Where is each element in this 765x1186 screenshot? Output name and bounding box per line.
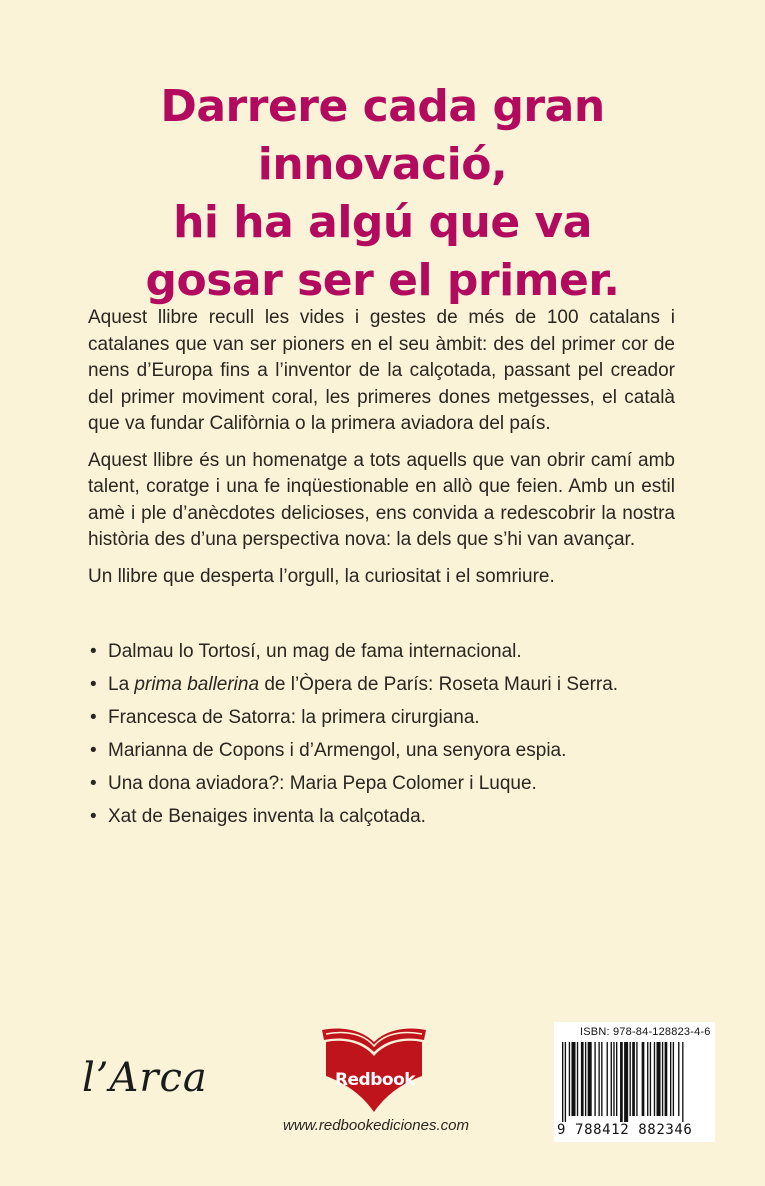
publisher-website: www.redbookediciones.com <box>283 1117 469 1134</box>
barcode-bar <box>630 1042 631 1116</box>
barcode-bar <box>657 1042 661 1116</box>
barcode-digits: 9 788412 882346 <box>557 1122 693 1138</box>
list-item <box>88 640 688 664</box>
barcode-bar <box>620 1042 623 1122</box>
barcode-bar <box>662 1042 663 1116</box>
barcode-bar <box>594 1042 595 1116</box>
barcode-bar <box>565 1042 566 1122</box>
barcode-bar <box>632 1042 635 1116</box>
headline-line: hi ha algú que va <box>173 197 592 248</box>
redbook-book-icon <box>318 1020 430 1115</box>
blurb <box>88 305 675 600</box>
bullet-marker: • <box>90 674 97 695</box>
list-item-text: Marianna de Copons i d’Armengol, una senyora espia. <box>108 740 567 761</box>
barcode-bar <box>616 1042 617 1116</box>
headline-line: gosar ser el primer. <box>145 255 620 306</box>
barcode-bar <box>613 1042 614 1116</box>
barcode-bar <box>562 1042 563 1122</box>
barcode-bar <box>654 1042 655 1116</box>
highlights-list <box>88 640 688 838</box>
list-item <box>88 772 688 796</box>
bullet-marker: • <box>90 641 97 662</box>
barcode-bar <box>636 1042 637 1116</box>
list-item-italic: prima ballerina <box>134 674 260 695</box>
barcode-bar <box>647 1042 648 1116</box>
barcode-bar <box>611 1042 612 1116</box>
list-item <box>88 805 688 829</box>
blurb-paragraph: Aquest llibre és un homenatge a tots aquells que van obrir camí amb talent, coratge i una fe inqüestionable en allò que feien. Amb un estil amè i ple d’anècdotes delicioses, ens convida a redescobrir la nostra història des d’una perspectiva nova: la dels que s’hi van avançar. <box>88 449 675 550</box>
barcode-bar <box>601 1042 602 1116</box>
redbook-logo-text: Redbook <box>334 1070 416 1090</box>
larca-logo: l’Arca <box>82 1055 208 1101</box>
barcode-bar <box>577 1042 578 1116</box>
headline <box>0 78 765 310</box>
barcode-bar <box>569 1042 570 1116</box>
barcode-bar <box>682 1042 683 1122</box>
blurb-paragraph: Aquest llibre recull les vides i gestes de més de 100 catalans i catalanes que van ser pioners en el seu àmbit: des del primer cor de nens d’Europa fins a l’inventor de la calçotada, passant pel creador del primer moviment coral, les primeres dones metgesses, el català que va fundar Califòrnia o la primera aviadora del país. <box>88 307 675 434</box>
barcode-bar <box>607 1042 608 1116</box>
bullet-marker: • <box>90 740 97 761</box>
barcode-bar <box>581 1042 584 1116</box>
list-item-text: La <box>108 674 135 695</box>
list-item <box>88 673 688 697</box>
bullet-marker: • <box>90 773 97 794</box>
barcode-bar <box>571 1042 575 1116</box>
list-item-text: de l’Òpera de París: Roseta Mauri i Serra. <box>259 674 619 695</box>
blurb-paragraph: Un llibre que desperta l’orgull, la curiositat i el somriure. <box>88 565 555 587</box>
barcode-bar <box>585 1042 586 1116</box>
list-item-text: Una dona aviadora?: Maria Pepa Colomer i Luque. <box>108 773 537 794</box>
list-item <box>88 706 688 730</box>
barcode-bar <box>624 1042 628 1122</box>
headline-line: Darrere cada gran <box>160 81 605 132</box>
list-item <box>88 739 688 763</box>
barcode-bar <box>588 1042 592 1116</box>
barcode-bar <box>598 1042 599 1116</box>
isbn-label: ISBN: 978-84-128823-4-6 <box>580 1026 711 1038</box>
bullet-marker: • <box>90 707 97 728</box>
bullet-marker: • <box>90 806 97 827</box>
barcode-bar <box>650 1042 651 1116</box>
barcode-bars <box>562 1042 710 1122</box>
barcode-bar <box>673 1042 674 1116</box>
list-item-text: Xat de Benaiges inventa la calçotada. <box>108 806 426 827</box>
barcode-bar <box>642 1042 645 1116</box>
barcode-bar <box>678 1042 679 1116</box>
headline-line: innovació, <box>257 139 508 190</box>
list-item-text: Dalmau lo Tortosí, un mag de fama internacional. <box>108 641 522 662</box>
barcode-bar <box>665 1042 668 1116</box>
barcode-bar <box>670 1042 671 1116</box>
list-item-text: Francesca de Satorra: la primera cirurgiana. <box>108 707 480 728</box>
isbn-barcode <box>554 1022 715 1142</box>
